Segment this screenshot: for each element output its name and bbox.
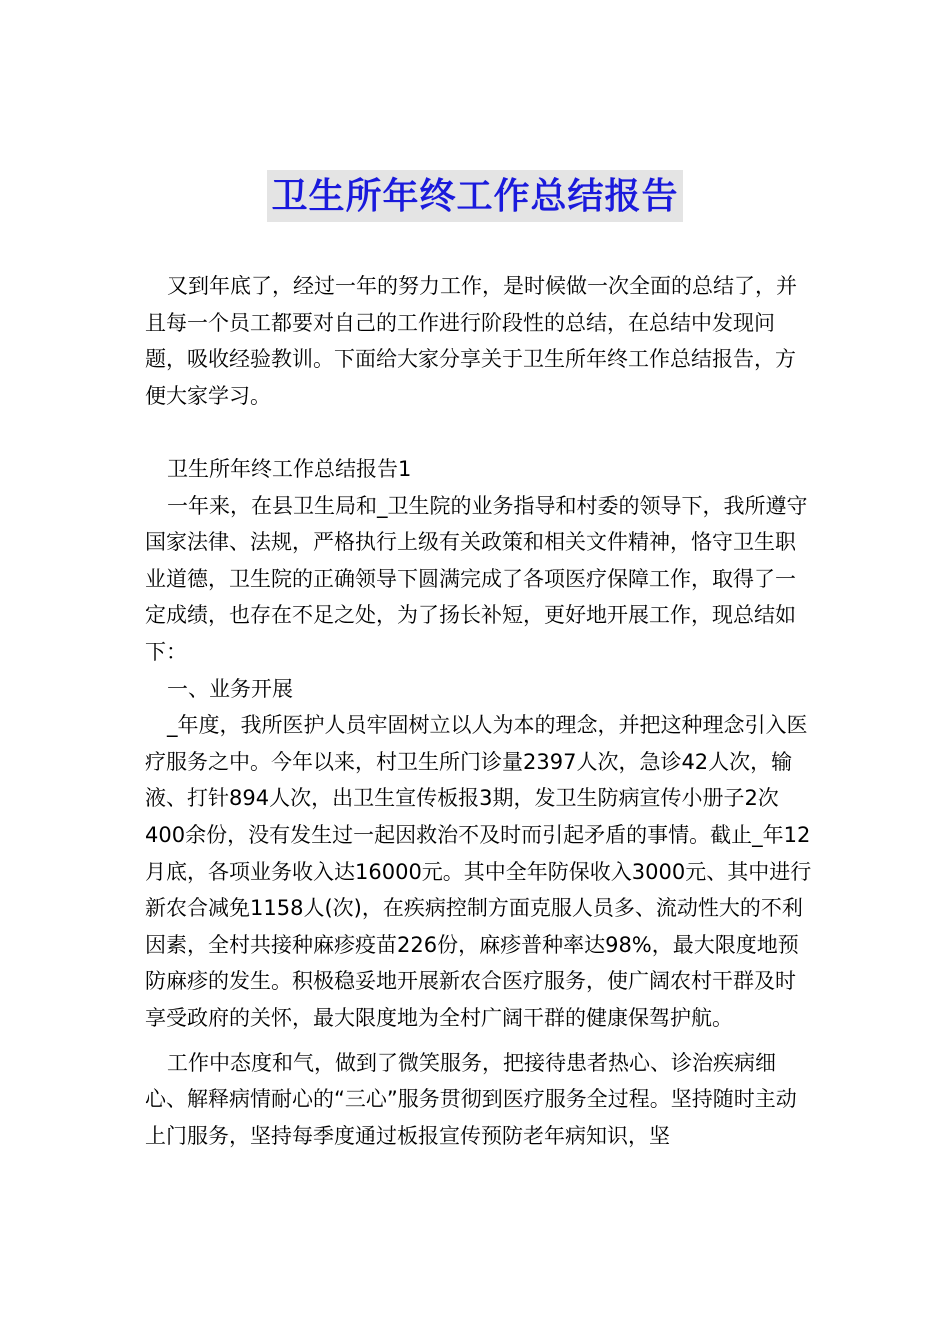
paragraph-gap [145, 1037, 815, 1045]
document-title: 卫生所年终工作总结报告 [267, 170, 682, 222]
title-container [0, 170, 950, 222]
intro-paragraph: 又到年底了，经过一年的努力工作，是时候做一次全面的总结了，并且每一个员工都要对自己的工作进行阶段性的总结，在总结中发现问题，吸收经验教训。下面给大家分享关于卫生所年终工作总结报告，方便大家学习。 [145, 274, 797, 408]
paragraph-3: 工作中态度和气，做到了微笑服务，把接待患者热心、诊治疾病细心、解释病情耐心的“三心”服务贯彻到医疗服务全过程。坚持随时主动上门服务，坚持每季度通过板报宣传预防老年病知识，坚 [145, 1050, 797, 1148]
section-title: 卫生所年终工作总结报告1 [167, 457, 412, 481]
paragraph-2: _年度，我所医护人员牢固树立以人为本的理念，并把这种理念引入医疗服务之中。今年以来，村卫生所门诊量2397人次，急诊42人次，输液、打针894人次，出卫生宣传板报3期，发卫生防病宣传小册子2次400余份，没有发生过一起因救治不及时而引起矛盾的事情。截止_年12月底，各项业务收入达16000元。其中全年防保收入3000元、其中进行新农合减免1158人(次)，在疾病控制方面克服人员多、流动性大的不利因素，全村共接种麻疹疫苗226份，麻疹普种率达98%，最大限度地预防麻疹的发生。积极稳妥地开展新农合医疗服务，使广阔农村干群及时享受政府的关怀，最大限度地为全村广阔干群的健康保驾护航。 [145, 713, 812, 1030]
heading-business: 一、业务开展 [167, 676, 293, 701]
paragraph-1: 一年来，在县卫生局和_卫生院的业务指导和村委的领导下，我所遵守国家法律、法规，严格执行上级有关政策和相关文件精神，恪守卫生职业道德，卫生院的正确领导下圆满完成了各项医疗保障工作，取得了一定成绩，也存在不足之处，为了扬长补短，更好地开展工作，现总结如下： [145, 493, 808, 664]
intro-block [145, 268, 815, 414]
report-section [145, 451, 815, 1154]
